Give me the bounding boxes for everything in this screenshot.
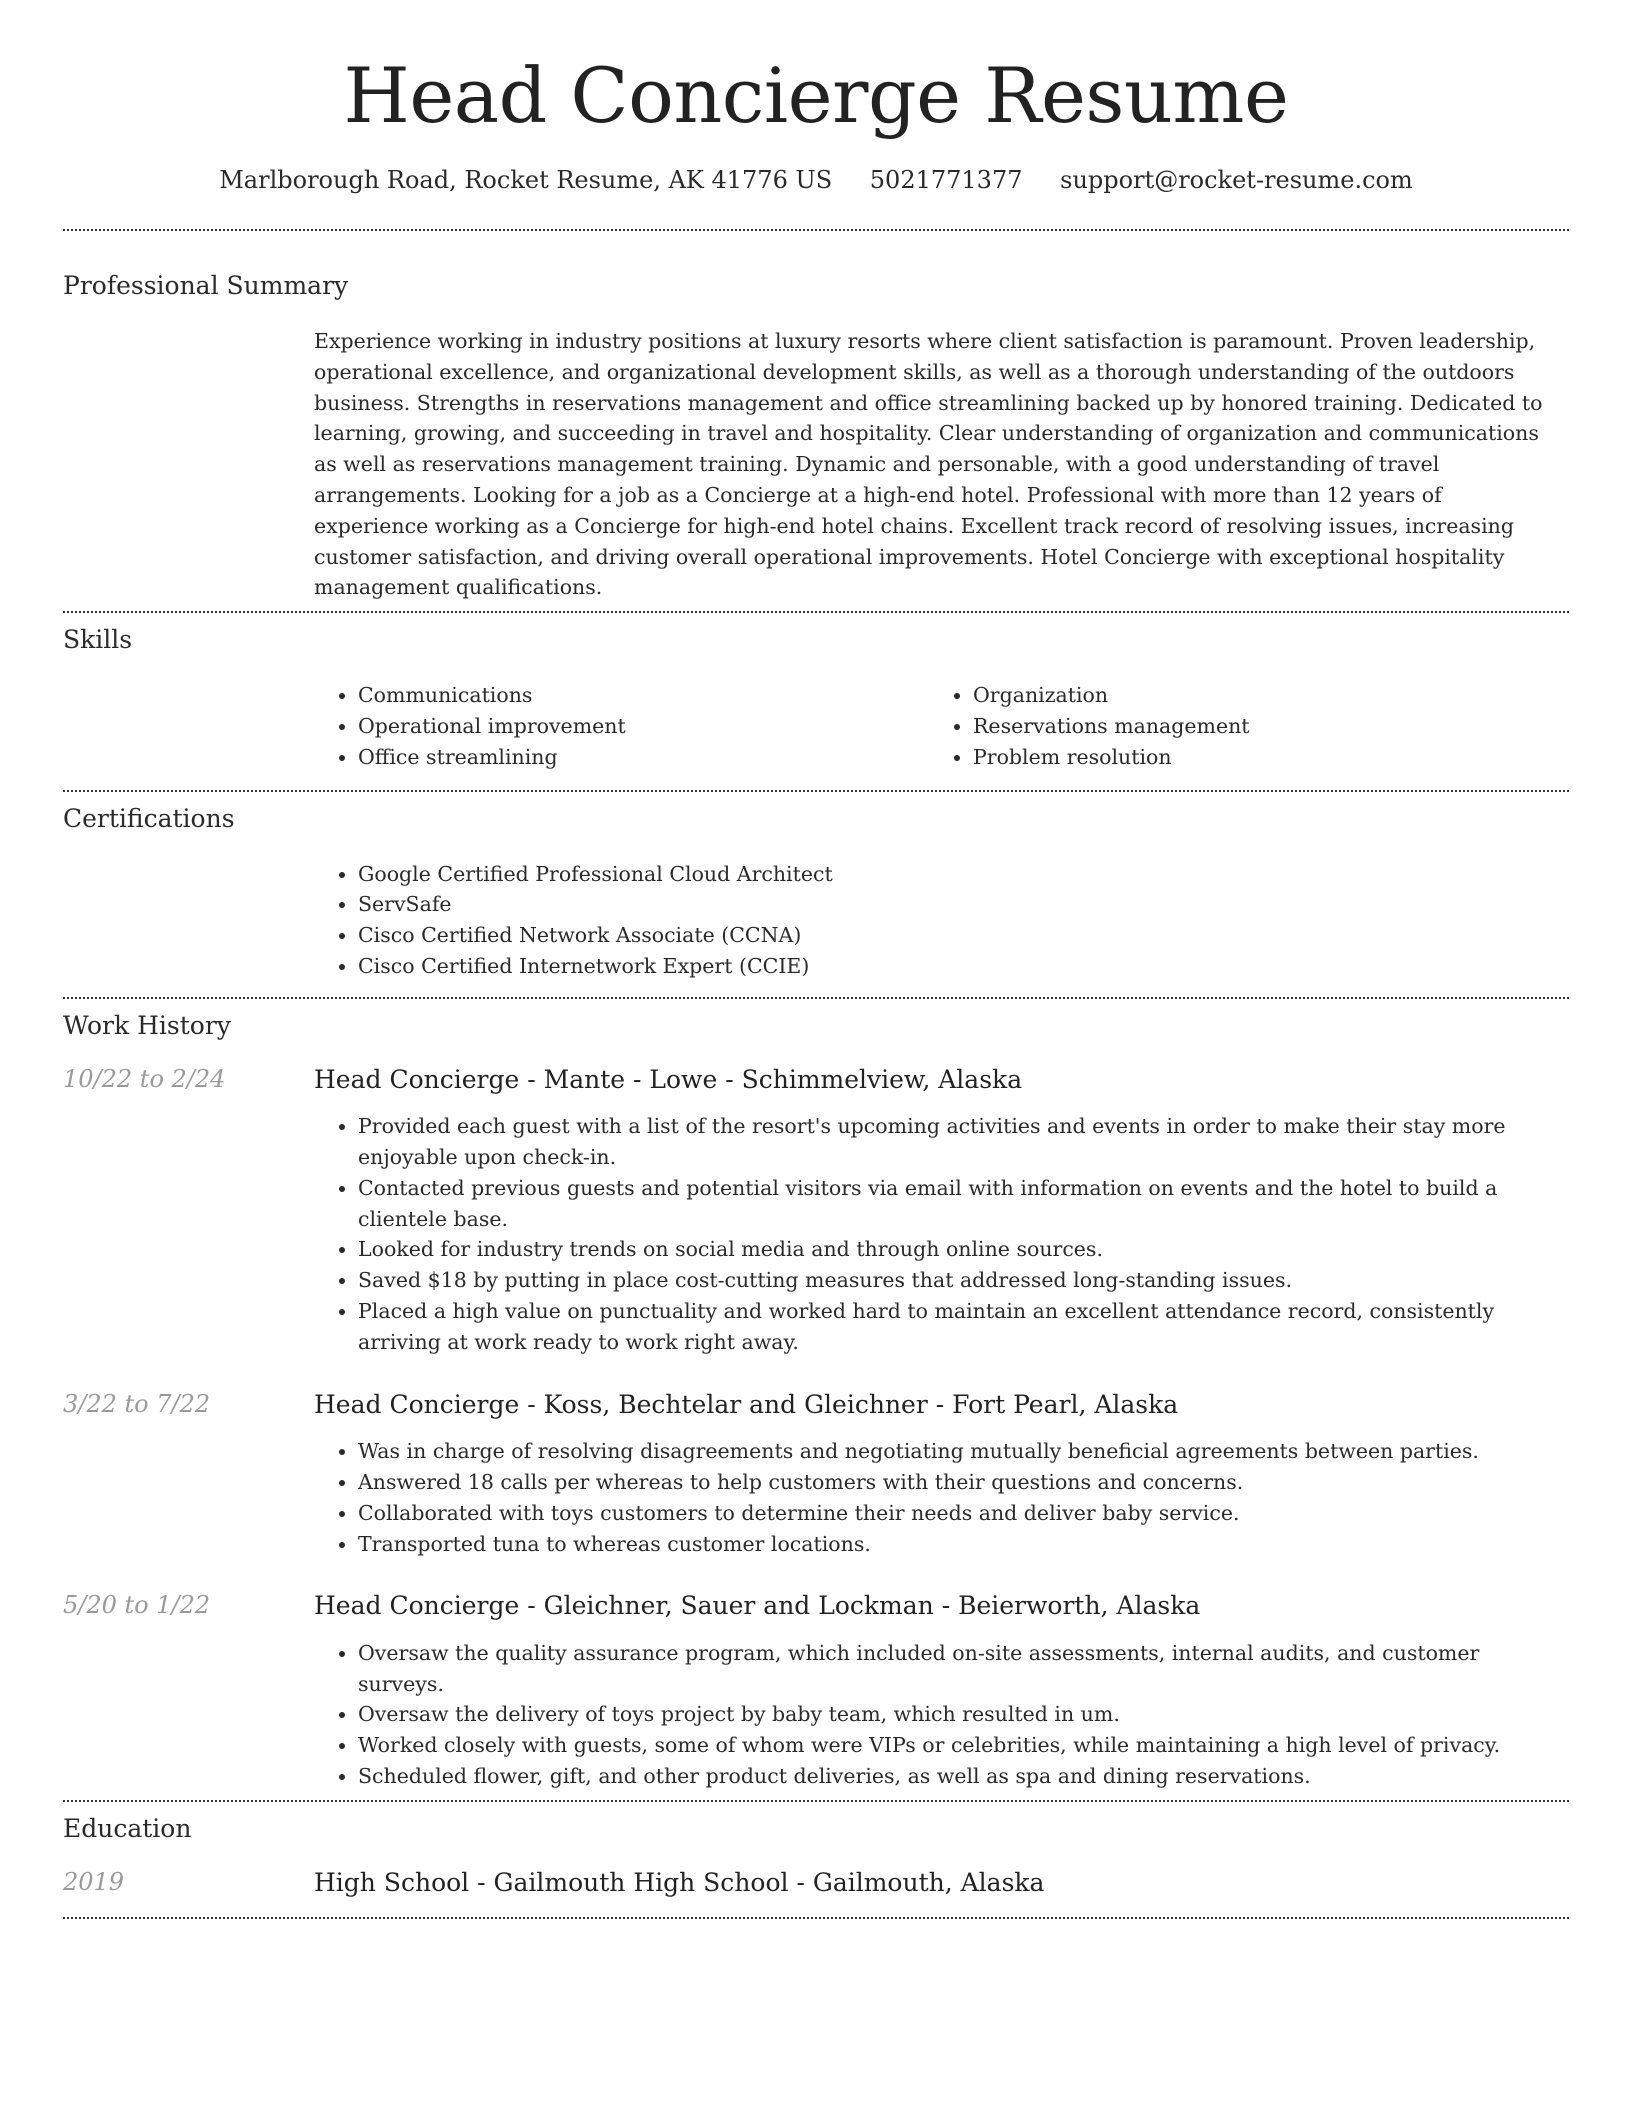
job-bullet: • Provided each guest with a list of the resort's upcoming activities and events in order to make their stay more enjoyable upon check-in. — [358, 1111, 1569, 1173]
job-bullet: • Placed a high value on punctuality and worked hard to maintain an excellent attendance record, consistently arriving at work ready to work right away. — [358, 1296, 1569, 1358]
skill-item: • Operational improvement — [358, 711, 929, 742]
job-title: Head Concierge - Mante - Lowe - Schimmelview, Alaska — [314, 1064, 1023, 1094]
job-entry — [63, 1590, 1569, 1791]
skill-item: • Communications — [358, 680, 929, 711]
work-history-section — [63, 1011, 1569, 1792]
job-dates: 5/20 to 1/22 — [63, 1591, 211, 1620]
education-date: 2019 — [63, 1867, 125, 1896]
skill-item: • Problem resolution — [973, 742, 1489, 773]
job-bullet: • Scheduled flower, gift, and other product deliveries, as well as spa and dining reservations. — [358, 1761, 1569, 1792]
skills-list-left — [314, 680, 929, 772]
skills-section — [63, 625, 1569, 772]
section-title-education: Education — [63, 1813, 192, 1843]
job-title: Head Concierge - Koss, Bechtelar and Gleichner - Fort Pearl, Alaska — [314, 1389, 1179, 1419]
job-bullets — [314, 1111, 1569, 1357]
job-dates: 10/22 to 2/24 — [63, 1064, 226, 1093]
summary-section — [63, 271, 1569, 603]
certification-item: • Google Certified Professional Cloud Architect — [358, 859, 1569, 890]
contact-line — [63, 166, 1569, 194]
summary-text: Experience working in industry positions at luxury resorts where client satisfaction is paramount. Proven leadership, operational excellence, and organizational development skills, as well as a thorough understanding of the outdoors business. Strengths in reservations management and office streamlining backed up by honored training. Dedicated to learning, growing, and succeeding in travel and hospitality. Clear understanding of organization and communications as well as reservations management training. Dynamic and personable, with a good understanding of travel arrangements. Looking for a job as a Concierge at a high-end hotel. Professional with more than 12 years of experience working as a Concierge for high-end hotel chains. Excellent track record of resolving issues, increasing customer satisfaction, and driving overall operational improvements. Hotel Concierge with exceptional hospitality management qualifications. — [314, 329, 1543, 600]
job-bullets — [314, 1436, 1569, 1559]
certification-item: • Cisco Certified Network Associate (CCNA) — [358, 920, 1569, 951]
section-title-skills: Skills — [63, 625, 133, 655]
certifications-section — [63, 804, 1569, 982]
divider — [63, 611, 1569, 613]
job-bullet: • Worked closely with guests, some of whom were VIPs or celebrities, while maintaining a high level of privacy. — [358, 1730, 1569, 1761]
education-entry — [63, 1867, 1569, 1900]
job-bullet: • Transported tuna to whereas customer locations. — [358, 1529, 1569, 1560]
job-bullet: • Saved $18 by putting in place cost-cutting measures that addressed long-standing issues. — [358, 1265, 1569, 1296]
certifications-content — [314, 859, 1569, 982]
divider — [63, 1917, 1569, 1919]
section-title-work-history: Work History — [63, 1010, 231, 1040]
education-title: High School - Gailmouth High School - Gailmouth, Alaska — [314, 1867, 1045, 1897]
skill-item: • Office streamlining — [358, 742, 929, 773]
contact-address: Marlborough Road, Rocket Resume, AK 41776 US — [219, 166, 833, 194]
job-details — [314, 1389, 1569, 1560]
skill-item: • Organization — [973, 680, 1489, 711]
job-bullet: • Answered 18 calls per whereas to help customers with their questions and concerns. — [358, 1467, 1569, 1498]
education-details — [314, 1867, 1569, 1900]
job-dates: 3/22 to 7/22 — [63, 1389, 211, 1418]
job-entry — [63, 1064, 1569, 1358]
job-title: Head Concierge - Gleichner, Sauer and Lockman - Beierworth, Alaska — [314, 1591, 1201, 1621]
job-details — [314, 1590, 1569, 1791]
certification-item: • ServSafe — [358, 889, 1569, 920]
divider — [63, 790, 1569, 792]
certifications-list — [314, 859, 1569, 982]
divider — [63, 1800, 1569, 1802]
job-details — [314, 1064, 1569, 1358]
job-bullet: • Oversaw the delivery of toys project by baby team, which resulted in um. — [358, 1699, 1569, 1730]
skills-grid — [314, 680, 1569, 772]
job-entry — [63, 1389, 1569, 1560]
section-title-summary: Professional Summary — [63, 271, 349, 300]
contact-phone: 5021771377 — [869, 166, 1023, 194]
resume-title: Head Concierge Resume — [343, 51, 1289, 140]
divider — [63, 229, 1569, 231]
job-bullet: • Looked for industry trends on social media and through online sources. — [358, 1234, 1569, 1265]
section-title-certifications: Certifications — [63, 803, 235, 833]
job-bullet: • Oversaw the quality assurance program, which included on-site assessments, internal audits, and customer surveys. — [358, 1638, 1569, 1700]
job-bullets — [314, 1638, 1569, 1792]
education-section — [63, 1814, 1569, 1900]
contact-email[interactable]: support@rocket-resume.com — [1060, 166, 1413, 194]
skill-item: • Reservations management — [973, 711, 1489, 742]
job-bullet: • Collaborated with toys customers to determine their needs and deliver baby service. — [358, 1498, 1569, 1529]
job-bullet: • Was in charge of resolving disagreements and negotiating mutually beneficial agreements between parties. — [358, 1436, 1569, 1467]
certification-item: • Cisco Certified Internetwork Expert (CCIE) — [358, 951, 1569, 982]
skills-list-right — [929, 680, 1489, 772]
job-bullet: • Contacted previous guests and potential visitors via email with information on events and the hotel to build a clientele base. — [358, 1173, 1569, 1235]
divider — [63, 997, 1569, 999]
